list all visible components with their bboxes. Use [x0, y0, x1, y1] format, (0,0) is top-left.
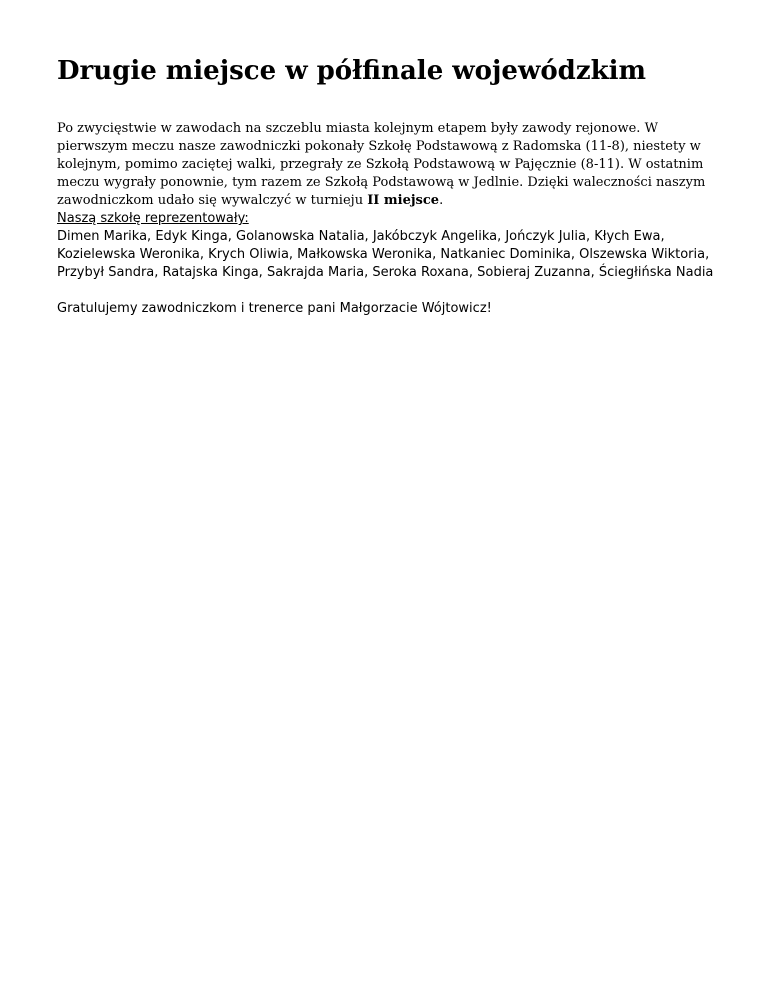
placement-highlight: II miejsce: [367, 193, 440, 208]
page-title: Drugie miejsce w półfinale wojewódzkim: [57, 56, 647, 86]
congratulations-text: Gratulujemy zawodniczkom i trenerce pani Małgorzacie Wójtowicz!: [57, 301, 492, 316]
team-heading: Naszą szkołę reprezentowały:: [57, 211, 249, 226]
article-body: [57, 120, 717, 318]
intro-paragraph: [57, 120, 717, 210]
team-roster: Dimen Marika, Edyk Kinga, Golanowska Natalia, Jakóbczyk Angelika, Jończyk Julia, Kłych Ewa, Kozielewska Weronika, Krych Oliwia, Małkowska Weronika, Natkaniec Dominika, Olszewska Wiktoria, Przybył Sandra, Ratajska Kinga, Sakrajda Maria, Seroka Roxana, Sobieraj Zuzanna, Ściegłińska Nadia: [57, 229, 714, 280]
intro-text: Po zwycięstwie w zawodach na szczeblu miasta kolejnym etapem były zawody rejonowe. W pierwszym meczu nasze zawodniczki pokonały Szkołę Podstawową z Radomska (11-8), niestety w kolejnym, pomimo zaciętej walki, przegrały ze Szkołą Podstawową w Pajęcznie (8-11). W ostatnim meczu wygrały ponownie, tym razem ze Szkołą Podstawową w Jedlnie. Dzięki waleczności naszym zawodniczkom udało się wywalczyć w turnieju: [57, 121, 706, 208]
intro-end: .: [439, 193, 444, 208]
article: [57, 52, 717, 318]
